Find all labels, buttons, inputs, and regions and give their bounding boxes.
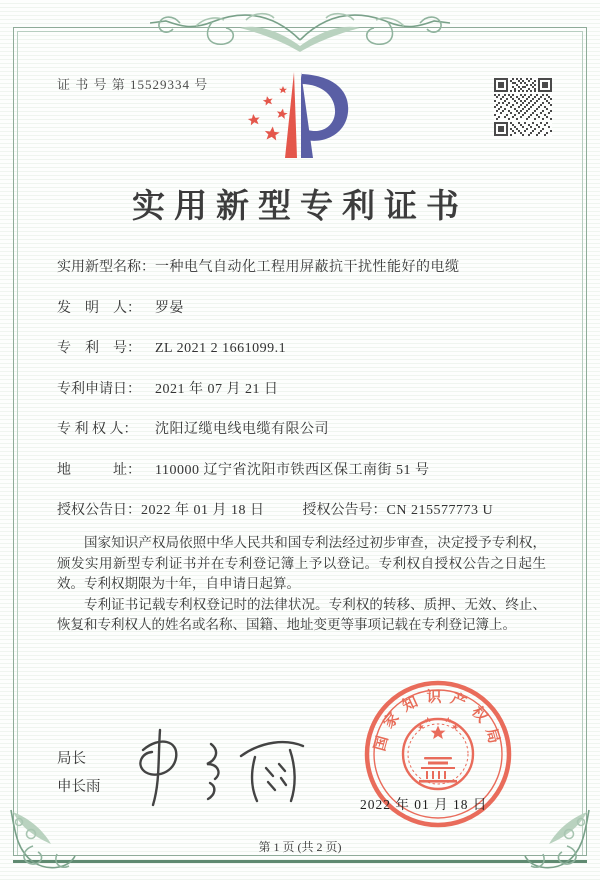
qr-code [494,78,552,136]
field-value: 一种电气自动化工程用屏蔽抗干扰性能好的电缆 [155,260,460,275]
field-label: 专 利 号： [57,341,141,356]
bottom-rule-thin [13,855,587,856]
field-value: ZL 2021 2 1661099.1 [155,341,287,356]
top-flourish-icon [150,0,450,60]
seal-date: 2022 年 01 月 18 日 [360,797,488,812]
signer-title: 局长 [57,751,86,767]
field-label: 实用新型名称： [57,260,155,275]
field-row [57,260,552,275]
field-row [57,301,552,316]
certificate-number: 证 书 号 第 15529334 号 [57,77,209,92]
legal-paragraph: 专利证书记载专利权登记时的法律状况。专利权的转移、质押、无效、终止、恢复和专利权人的姓名或名称、国籍、地址变更等事项记载在专利登记簿上。 [57,596,546,632]
field-label: 发 明 人： [57,300,141,316]
grant-no-value: CN 215577773 U [386,503,494,518]
field-list [57,260,552,518]
grant-row [57,503,552,518]
field-value: 沈阳辽缆电线电缆有限公司 [155,422,329,437]
signature-handwriting-icon [115,720,325,810]
cnipa-logo-icon [238,68,362,166]
legal-paragraph: 国家知识产权局依照中华人民共和国专利法经过初步审查，决定授予专利权，颁发实用新型专利证书并在专利登记簿上予以登记。专利权自授权公告之日起生效。专利权期限为十年，自申请日起算。 [57,535,546,591]
field-label: 专利申请日： [57,381,141,397]
grant-date-label: 授权公告日： [57,503,141,518]
grant-date-value: 2022 年 01 月 18 日 [141,503,265,518]
bottom-rule-thick [13,860,587,863]
field-row [57,341,552,356]
seal-authority-text: 国家知识产权局 [372,689,504,753]
legal-text [57,533,546,636]
field-value: 2021 年 07 月 21 日 [155,381,279,397]
page-number: 第 1 页 (共 2 页) [258,840,342,854]
seal-national-emblem [417,716,459,782]
signer-name: 申长雨 [57,779,101,795]
grant-no-label: 授权公告号： [302,503,387,518]
certificate-title: 实用新型专利证书 [132,189,468,225]
field-label: 专 利 权 人： [57,422,138,437]
field-value: 罗晏 [155,300,184,316]
field-row [57,382,552,397]
field-value: 110000 辽宁省沈阳市铁西区保工南街 51 号 [155,462,430,478]
field-row [57,463,552,478]
field-label: 地 址： [57,462,141,478]
field-row [57,422,552,437]
